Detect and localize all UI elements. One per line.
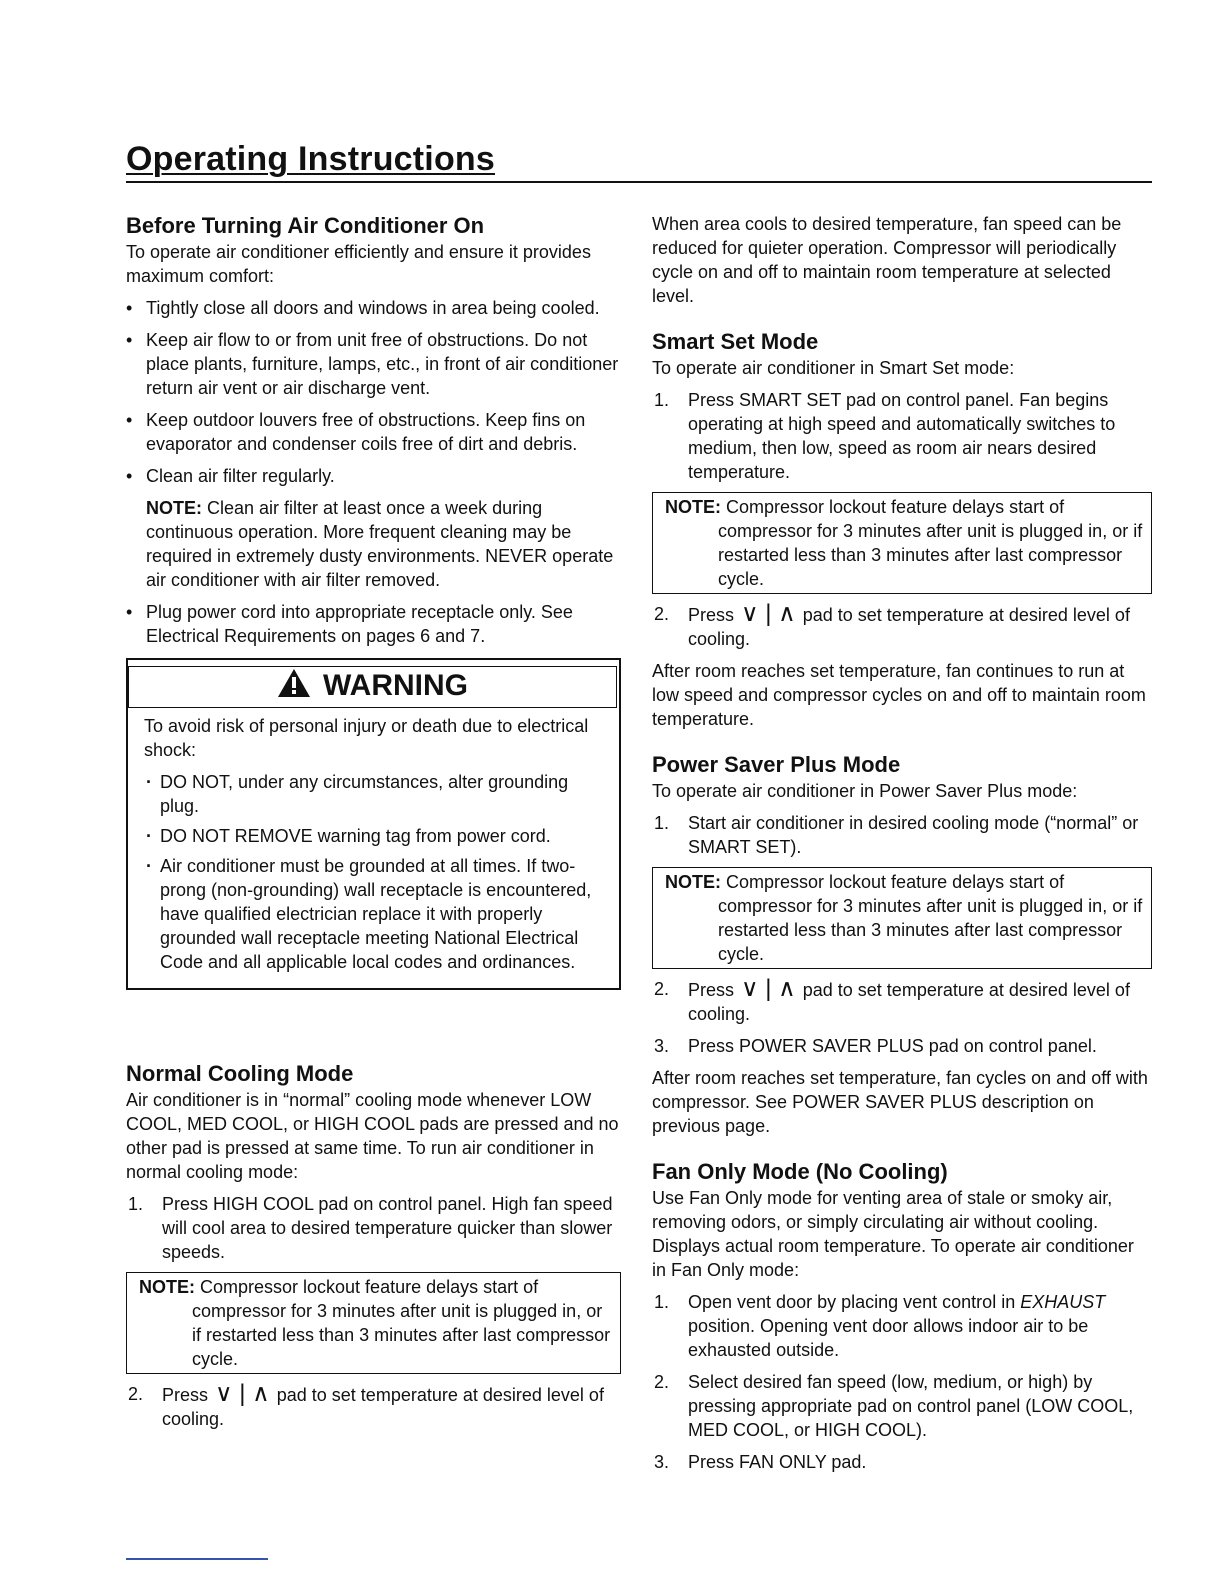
fan-intro: Use Fan Only mode for venting area of stale or smoky air, removing odors, or simply circulating air without cooling. Displays actual room temperature. To operate air conditioner in Fan Only mode:: [652, 1188, 1134, 1280]
list-item: · Air conditioner must be grounded at all times. If two-prong (non-grounding) wall receptacle is encountered, have qualified electrician replace it with properly grounded wall receptacle meeting National Electrical Code and all applicable local codes and ordinances.: [144, 854, 611, 974]
step-text: Press SMART SET pad on control panel. Fan begins operating at high speed and automatically switches to medium, then low, speed as room air nears desired temperature.: [688, 390, 1116, 482]
smart-step-1: [652, 388, 1152, 484]
step-text: Select desired fan speed (low, medium, or high) by pressing appropriate pad on control panel (LOW COOL, MED COOL, or HIGH COOL).: [688, 1372, 1134, 1440]
step-text: pad to set temperature at desired level of cooling.: [688, 605, 1130, 649]
power-note-box: [652, 867, 1152, 969]
note-text: Compressor lockout feature delays start of compressor for 3 minutes after unit is plugged in, or if restarted less than 3 minutes after last compressor cycle.: [192, 1277, 611, 1369]
smart-after: After room reaches set temperature, fan continues to run at low speed and compressor cycles on and off to maintain room temperature.: [652, 661, 1146, 729]
step-text: Open vent door by placing vent control in: [688, 1292, 1021, 1312]
fan-step-2: [652, 1370, 1152, 1442]
warning-header: [128, 666, 617, 708]
step-text: pad to set temperature at desired level of cooling.: [688, 980, 1130, 1024]
step-text: Press POWER SAVER PLUS pad on control panel.: [688, 1036, 1097, 1056]
before-list-last: [126, 600, 621, 648]
step-number: 2.: [654, 604, 670, 624]
step-text: Press: [688, 605, 735, 625]
step-number: 3.: [654, 1452, 670, 1472]
before-intro: To operate air conditioner efficiently and ensure it provides maximum comfort:: [126, 242, 591, 286]
down-up-arrows-icon: ∨ | ∧: [741, 975, 796, 1002]
step-number: 3.: [654, 1036, 670, 1056]
step-number: 1.: [654, 1292, 670, 1312]
down-up-arrows-icon: ∨ | ∧: [741, 600, 796, 627]
list-item: • Clean air filter regularly.: [126, 464, 621, 488]
filter-note: [126, 496, 621, 592]
list-item: • Tightly close all doors and windows in area being cooled.: [126, 296, 621, 320]
step-text: Press FAN ONLY pad.: [688, 1452, 867, 1472]
normal-step-1: [126, 1192, 621, 1264]
normal-step-2: [126, 1382, 621, 1431]
normal-note-box: [126, 1272, 621, 1374]
note: [665, 870, 1145, 966]
down-up-arrows-icon: ∨ | ∧: [215, 1380, 270, 1407]
note-text: Compressor lockout feature delays start of compressor for 3 minutes after unit is plugged in, or if restarted less than 3 minutes after last compressor cycle.: [718, 497, 1143, 589]
normal-intro: Air conditioner is in “normal” cooling mode whenever LOW COOL, MED COOL, or HIGH COOL pads are pressed and no other pad is pressed at same time. To run air conditioner in normal cooling mode:: [126, 1090, 619, 1182]
power-heading: Power Saver Plus Mode: [652, 752, 901, 777]
normal-heading: Normal Cooling Mode: [126, 1061, 354, 1086]
step-text: Press: [162, 1385, 209, 1405]
title-rule: [126, 181, 1152, 183]
step-number: 1.: [654, 390, 670, 410]
warning-triangle-icon: [277, 668, 311, 708]
fan-heading: Fan Only Mode (No Cooling): [652, 1159, 948, 1184]
warning-box: [126, 658, 621, 990]
smart-intro: To operate air conditioner in Smart Set mode:: [652, 358, 1015, 378]
list-item: · DO NOT REMOVE warning tag from power cord.: [144, 824, 611, 848]
list-item: · DO NOT, under any circumstances, alter grounding plug.: [144, 770, 611, 818]
power-step-3: [652, 1034, 1152, 1058]
fan-step-3: [652, 1450, 1152, 1474]
step-emphasis: EXHAUST: [1020, 1292, 1106, 1312]
step-number: 2.: [654, 979, 670, 999]
note-text: Compressor lockout feature delays start of compressor for 3 minutes after unit is plugged in, or if restarted less than 3 minutes after last compressor cycle.: [718, 872, 1143, 964]
power-step-1: [652, 811, 1152, 859]
power-intro: To operate air conditioner in Power Saver Plus mode:: [652, 781, 1078, 801]
note-label: NOTE:: [146, 498, 202, 518]
step-number: 1.: [128, 1194, 144, 1214]
note-text: Clean air filter at least once a week during continuous operation. More frequent cleaning may be required in extremely dusty environments. NEVER operate air conditioner with air filter removed.: [146, 498, 614, 590]
note: [665, 495, 1145, 591]
step-number: 2.: [128, 1384, 144, 1404]
smart-step-2: [652, 602, 1152, 651]
power-after: After room reaches set temperature, fan cycles on and off with compressor. See POWER SAVER PLUS description on previous page.: [652, 1068, 1148, 1136]
footer-rule: [126, 1558, 268, 1560]
note-label: NOTE:: [665, 497, 721, 517]
step-text: Start air conditioner in desired cooling mode (“normal” or SMART SET).: [688, 813, 1139, 857]
before-heading: Before Turning Air Conditioner On: [126, 213, 485, 238]
step-text: pad to set temperature at desired level of cooling.: [162, 1385, 604, 1429]
smart-note-box: [652, 492, 1152, 594]
list-item: • Plug power cord into appropriate receptacle only. See Electrical Requirements on pages 6 and 7.: [126, 600, 621, 648]
step-text: Press: [688, 980, 735, 1000]
before-list: [126, 296, 621, 488]
smart-heading: Smart Set Mode: [652, 329, 819, 354]
step-number: 2.: [654, 1372, 670, 1392]
right-intro: When area cools to desired temperature, fan speed can be reduced for quieter operation. Compressor will periodically cycle on and off to maintain room temperature at selected level.: [652, 214, 1122, 306]
list-item: • Keep outdoor louvers free of obstructions. Keep fins on evaporator and condenser coils free of dirt and debris.: [126, 408, 621, 456]
note-label: NOTE:: [665, 872, 721, 892]
step-text: position. Opening vent door allows indoor air to be exhausted outside.: [688, 1316, 1089, 1360]
step-text: Press HIGH COOL pad on control panel. High fan speed will cool area to desired temperature quicker than slower speeds.: [162, 1194, 613, 1262]
warning-intro: To avoid risk of personal injury or death due to electrical shock:: [144, 716, 589, 760]
right-column: [652, 212, 1152, 1482]
list-item: • Keep air flow to or from unit free of obstructions. Do not place plants, furniture, lamps, etc., in front of air conditioner return air vent or air discharge vent.: [126, 328, 621, 400]
fan-step-1: [652, 1290, 1152, 1362]
left-column: [126, 212, 621, 1439]
page-title: Operating Instructions: [126, 140, 495, 178]
note-label: NOTE:: [139, 1277, 195, 1297]
power-step-2: [652, 977, 1152, 1026]
note: [139, 1275, 614, 1371]
warning-title: WARNING: [323, 669, 468, 702]
step-number: 1.: [654, 813, 670, 833]
